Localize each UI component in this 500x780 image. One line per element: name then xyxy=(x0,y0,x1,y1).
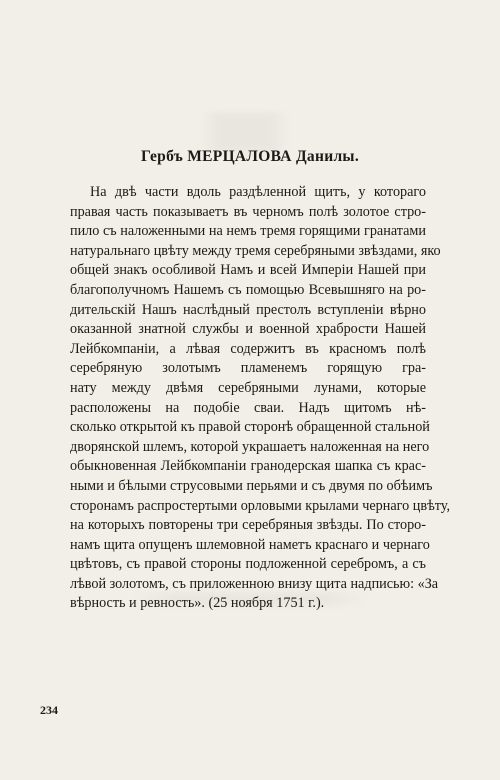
text-line: оказанной знатной службы и военной храбрости Нашей xyxy=(70,321,426,338)
text-line: общей знакъ особливой Намъ и всей Имперіи Нашей при xyxy=(70,262,426,279)
text-line: вѣрность и ревность». (25 ноября 1751 г.). xyxy=(70,595,325,612)
bleed-through-mark xyxy=(200,112,290,152)
text-line: благополучномъ Нашемъ съ помощью Всевышняго на ро- xyxy=(70,281,426,298)
text-line: цвѣтовъ, съ правой стороны подложенной серебромъ, а съ xyxy=(70,556,426,573)
body-paragraph xyxy=(70,183,450,614)
text-line: на которыхъ повторены три серебряныя звѣзды. По сторо- xyxy=(70,517,426,534)
text-line: На двѣ части вдоль раздѣленной щитъ, у котораго xyxy=(90,184,426,200)
text-line: расположены на подобіе сваи. Надъ щитомъ нѣ- xyxy=(70,399,426,416)
text-line: правая часть показываетъ въ черномъ полѣ золотое стро- xyxy=(70,203,426,220)
text-line: натуральнаго цвѣту между тремя серебряными звѣздами, яко xyxy=(70,242,441,259)
text-line: серебряную золотымъ пламенемъ горящую гра- xyxy=(70,360,426,377)
text-line: ными и бѣлыми струсовыми перьями и съ двумя по обѣимъ xyxy=(70,477,433,494)
text-line: дительскій Нашъ наслѣдный престолъ вступленіи вѣрно xyxy=(70,301,426,318)
page-title: Гербъ МЕРЦАЛОВА Данилы. xyxy=(140,148,360,165)
text-line: обыкновенная Лейбкомпаніи гранодерская шапка съ крас- xyxy=(70,458,426,475)
text-line: нату между двѣмя серебряными лунами, которые xyxy=(70,379,426,396)
text-line: сколько открытой къ правой сторонѣ обращенной стальной xyxy=(70,419,430,436)
text-line: дворянской шлемъ, которой украшаетъ наложенная на него xyxy=(70,438,430,455)
text-line: пило съ наложенными на немъ тремя горящими гранатами xyxy=(70,223,426,240)
page-number: 234 xyxy=(40,703,58,717)
text-line: лѣвой золотомъ, съ приложенною внизу щита надписью: «За xyxy=(70,575,439,592)
text-line: намъ щита опущенъ шлемовной наметъ краснаго и чернаго xyxy=(70,536,430,553)
text-line: сторонамъ распростертыми орловыми крылами чернаго цвѣту, xyxy=(70,497,450,514)
text-line: Лейбкомпаніи, а лѣвая содержитъ въ красномъ полѣ xyxy=(70,340,426,357)
